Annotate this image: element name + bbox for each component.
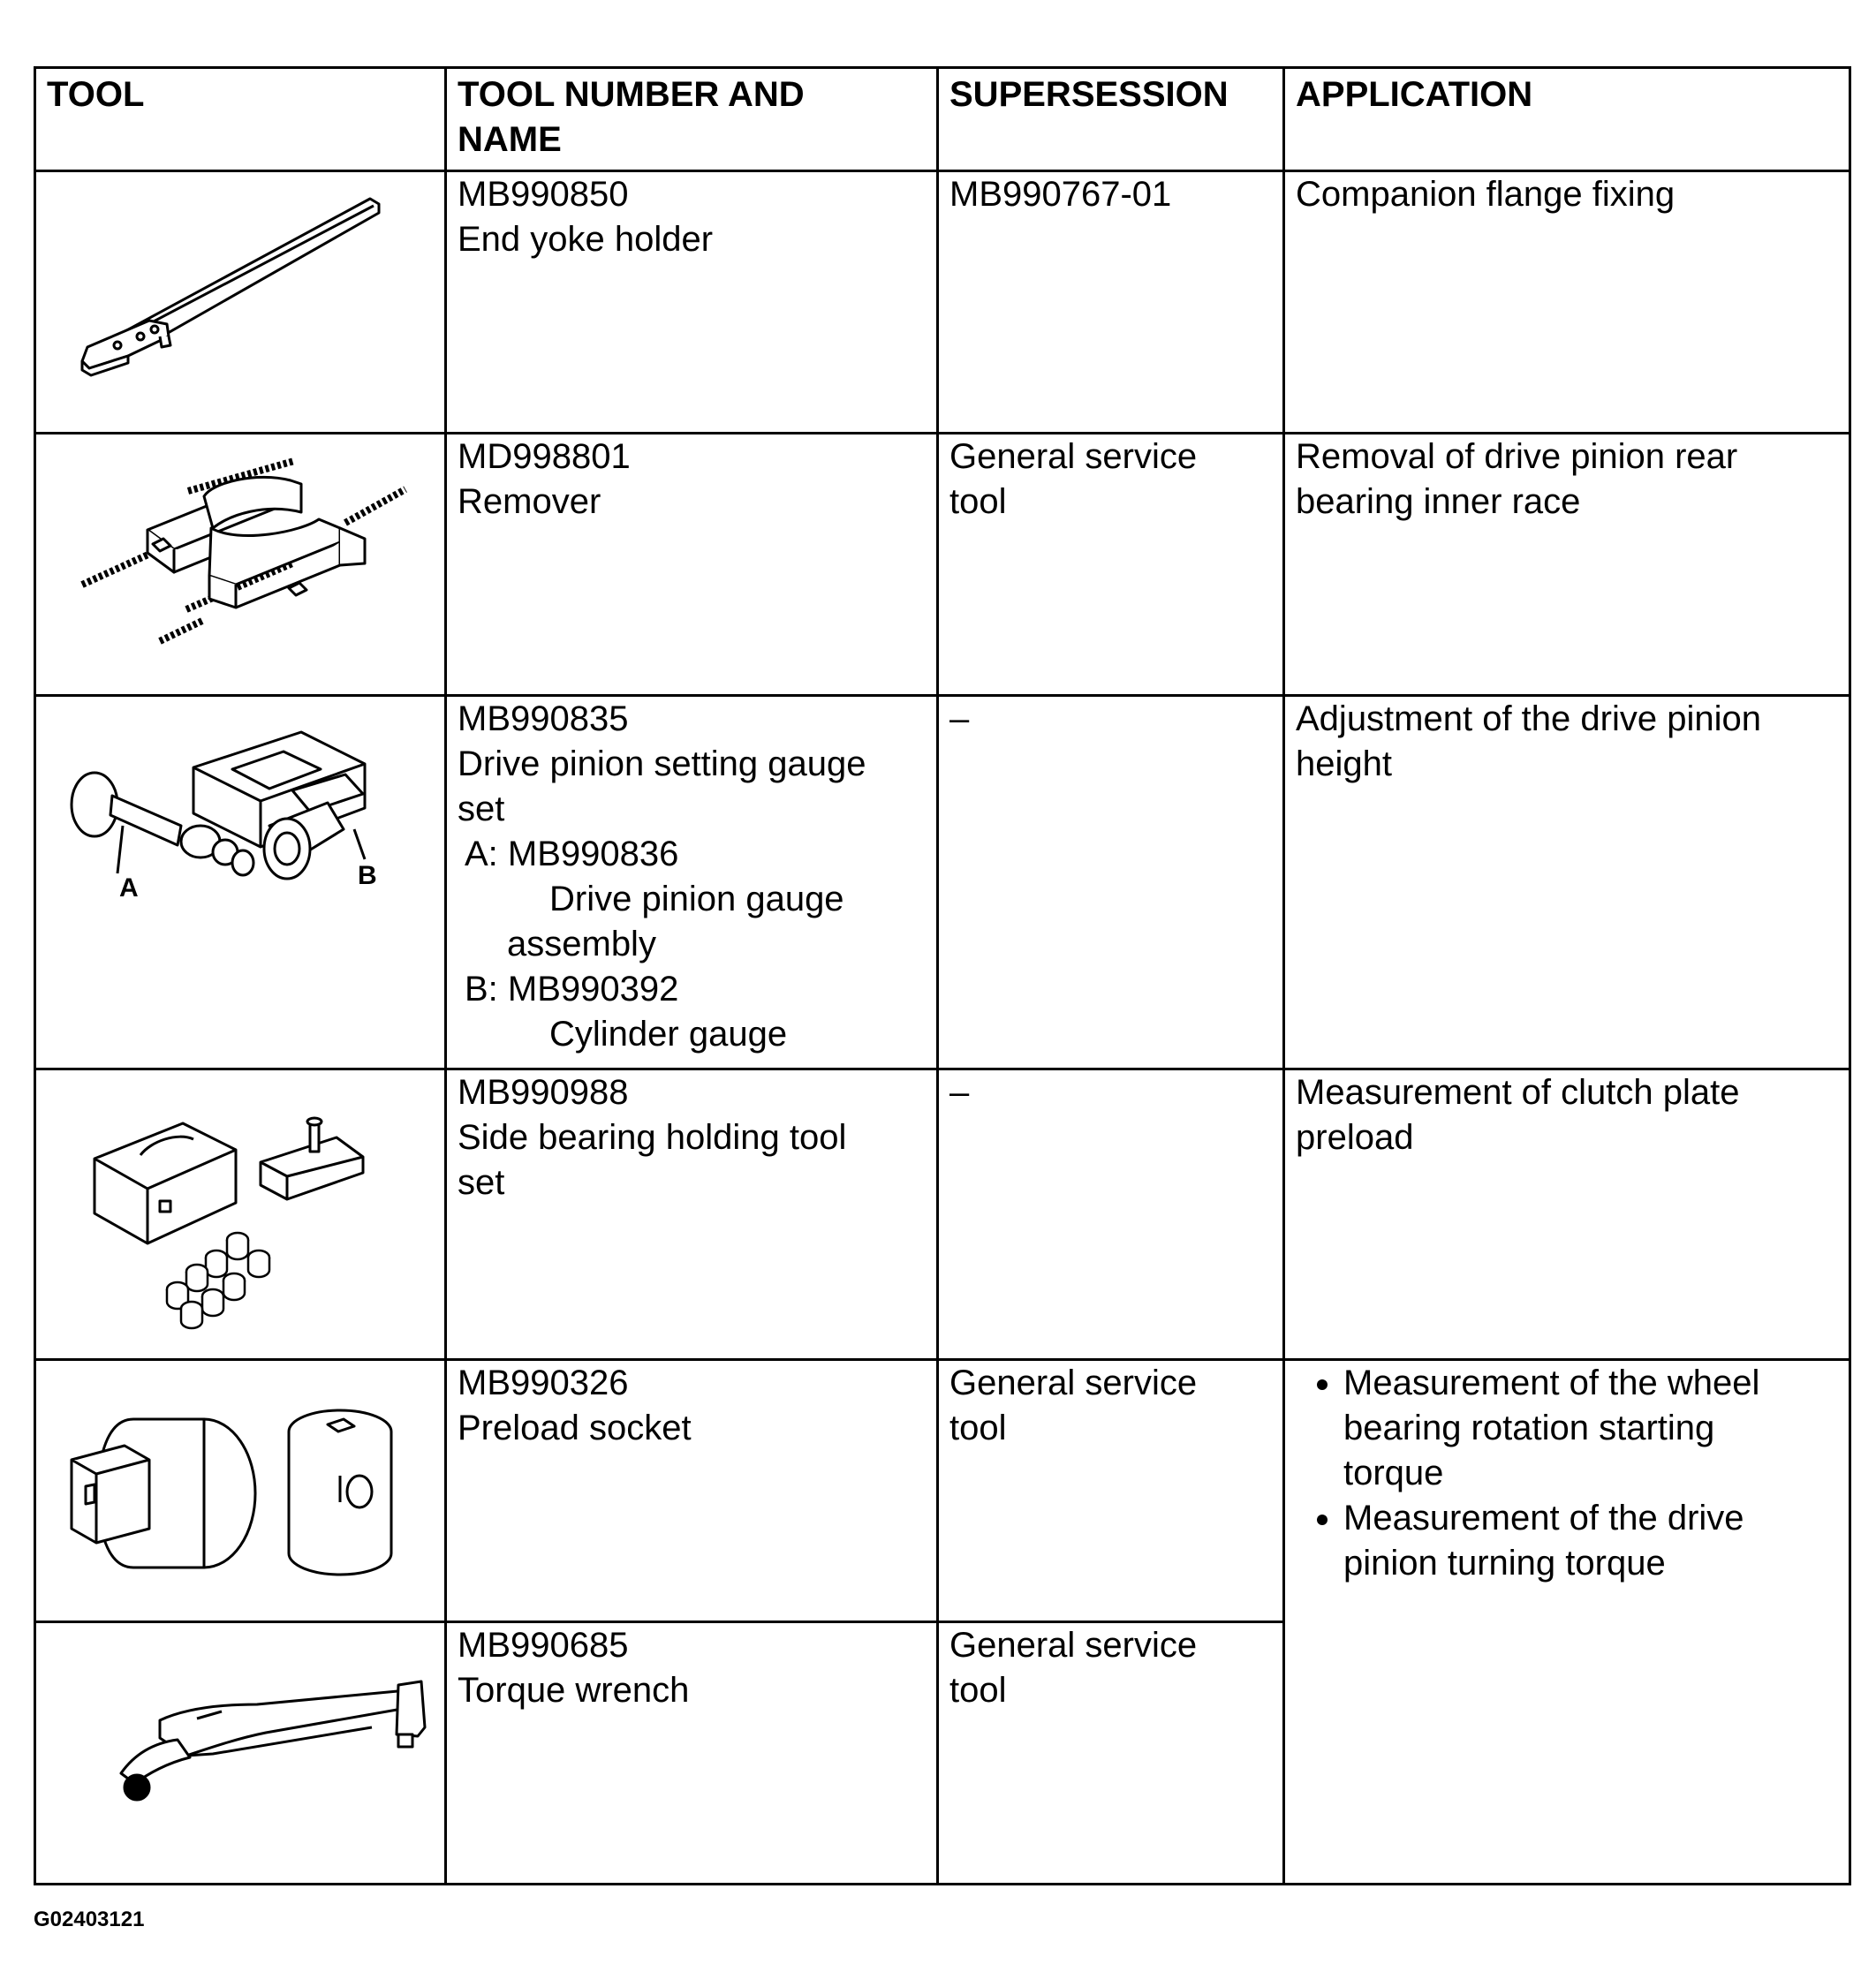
tool-image-cell xyxy=(35,434,446,696)
table-row xyxy=(35,1360,1850,1622)
tool-name: Drive pinion setting gauge xyxy=(458,744,866,783)
application-cell xyxy=(1284,1360,1850,1885)
header-row xyxy=(35,68,1850,171)
header-application: APPLICATION xyxy=(1284,68,1850,171)
tool-number: MD998801 xyxy=(458,437,631,476)
application-bullet-list xyxy=(1296,1361,1849,1586)
header-supersession: SUPERSESSION xyxy=(938,68,1284,171)
tool-image-cell xyxy=(35,696,446,1069)
supersession-text: tool xyxy=(949,482,1007,521)
tool-image-cell xyxy=(35,171,446,434)
supersession-cell xyxy=(938,1069,1284,1360)
sub-tool-a-name: Drive pinion gauge xyxy=(549,880,844,918)
tool-name: Remover xyxy=(458,482,601,521)
supersession-text: General service xyxy=(949,1626,1198,1665)
supersession-cell xyxy=(938,696,1284,1069)
tool-number-name-cell xyxy=(446,696,938,1069)
tool-image-cell xyxy=(35,1069,446,1360)
tool-number-name-cell xyxy=(446,1069,938,1360)
application-text: preload xyxy=(1296,1118,1414,1157)
sub-tool-a-number: A: MB990836 xyxy=(465,835,679,873)
application-text: bearing inner race xyxy=(1296,482,1581,521)
header-line: NAME xyxy=(458,120,562,159)
sub-tool-a-name: assembly xyxy=(507,925,656,963)
tool-image-cell xyxy=(35,1360,446,1622)
label-a: A xyxy=(119,873,139,903)
application-text: Adjustment of the drive pinion xyxy=(1296,699,1761,738)
torque-wrench-drawing xyxy=(36,1623,444,1883)
supersession-text: – xyxy=(949,699,970,738)
sub-tool-b-name: Cylinder gauge xyxy=(549,1015,788,1054)
supersession-text: tool xyxy=(949,1409,1007,1447)
remover-drawing xyxy=(36,434,444,694)
application-bullet xyxy=(1343,1361,1849,1496)
tool-name: set xyxy=(458,790,505,828)
tool-number: MB990685 xyxy=(458,1626,629,1665)
application-cell xyxy=(1284,1069,1850,1360)
end-yoke-holder-drawing xyxy=(36,172,444,432)
bullet-line: torque xyxy=(1343,1454,1444,1492)
tool-number-name-cell xyxy=(446,1622,938,1885)
supersession-text: MB990767-01 xyxy=(949,175,1172,214)
tool-number: MB990988 xyxy=(458,1073,629,1112)
sub-tool-b-number: B: MB990392 xyxy=(465,970,679,1009)
application-text: Measurement of clutch plate xyxy=(1296,1073,1740,1112)
supersession-cell xyxy=(938,1622,1284,1885)
tool-number: MB990326 xyxy=(458,1364,629,1402)
side-bearing-holding-tool-set-drawing xyxy=(36,1070,444,1358)
application-text: Removal of drive pinion rear xyxy=(1296,437,1738,476)
tool-number: MB990850 xyxy=(458,175,629,214)
label-b: B xyxy=(358,861,377,890)
supersession-text: General service xyxy=(949,1364,1198,1402)
tool-name: Side bearing holding tool xyxy=(458,1118,847,1157)
supersession-cell xyxy=(938,434,1284,696)
header-tool: TOOL xyxy=(35,68,446,171)
tool-name: End yoke holder xyxy=(458,220,714,259)
bullet-line: bearing rotation starting xyxy=(1343,1409,1715,1447)
tool-name: Preload socket xyxy=(458,1409,692,1447)
supersession-text: tool xyxy=(949,1671,1007,1710)
tool-number-name-cell xyxy=(446,171,938,434)
supersession-cell xyxy=(938,171,1284,434)
application-cell xyxy=(1284,434,1850,696)
tool-name: Torque wrench xyxy=(458,1671,690,1710)
supersession-text: General service xyxy=(949,437,1198,476)
tool-number-name-cell xyxy=(446,1360,938,1622)
header-tool-number-and-name xyxy=(446,68,938,171)
preload-socket-drawing xyxy=(36,1361,444,1621)
application-cell xyxy=(1284,696,1850,1069)
table-row xyxy=(35,434,1850,696)
tool-number-name-cell xyxy=(446,434,938,696)
bullet-line: • Measurement of the drive xyxy=(1343,1499,1744,1537)
header-line: TOOL NUMBER AND xyxy=(458,75,805,114)
table-row xyxy=(35,1069,1850,1360)
bullet-line: • Measurement of the wheel xyxy=(1343,1364,1760,1402)
special-tools-table xyxy=(34,66,1851,1885)
application-text: height xyxy=(1296,744,1392,783)
supersession-text: – xyxy=(949,1073,970,1112)
bullet-line: pinion turning torque xyxy=(1343,1544,1666,1583)
application-bullet xyxy=(1343,1496,1849,1586)
tool-number: MB990835 xyxy=(458,699,629,738)
tool-name: set xyxy=(458,1163,505,1202)
drive-pinion-gauge-set-drawing xyxy=(36,697,444,1068)
figure-code: G02403121 xyxy=(34,1908,145,1931)
table-row xyxy=(35,171,1850,434)
supersession-cell xyxy=(938,1360,1284,1622)
application-text: Companion flange fixing xyxy=(1296,175,1676,214)
tool-image-cell xyxy=(35,1622,446,1885)
table-row xyxy=(35,696,1850,1069)
application-cell xyxy=(1284,171,1850,434)
